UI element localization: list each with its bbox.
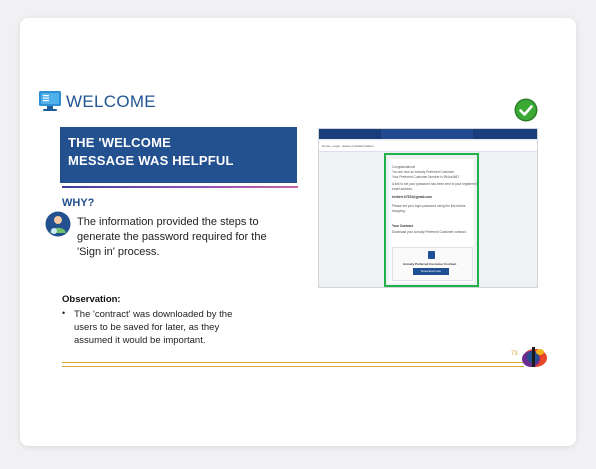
checkmark-circle-icon	[514, 98, 538, 122]
why-line: The information provided the steps to	[77, 216, 259, 228]
observation-line: The 'contract' was downloaded by the	[74, 309, 233, 320]
breadcrumb: Home › Login › Reset of default Values	[322, 144, 374, 148]
bullet-icon: •	[62, 308, 66, 318]
why-heading: WHY?	[62, 197, 95, 209]
download-button[interactable]: Download now	[413, 268, 449, 275]
footer-line	[62, 362, 524, 363]
info-text: email address.	[392, 187, 413, 191]
site-header-accent	[381, 129, 473, 139]
info-text: shopping.	[392, 209, 406, 213]
info-text: Download your Annuity Preferred Customer contract.	[392, 230, 467, 234]
highlight-frame	[384, 153, 479, 287]
monitor-icon	[38, 90, 62, 112]
contract-heading: Your Contract	[392, 224, 414, 228]
download-filename: Annuity Preferred Customer Contract	[403, 262, 457, 266]
info-text: Please set your login password using the link before	[392, 204, 466, 208]
page-number: 73	[511, 351, 518, 357]
divider	[62, 186, 298, 188]
info-text: A link to set your password has been sent to your registered	[392, 182, 477, 186]
person-icon	[45, 211, 71, 237]
observation-heading: Observation:	[62, 294, 121, 305]
observation-line: assumed it would be important.	[74, 335, 206, 346]
banner-line-2: MESSAGE WAS HELPFUL	[68, 153, 234, 168]
congrats-text: Congratulations!	[392, 165, 416, 169]
website-screenshot	[318, 128, 538, 288]
info-text: Your Preferred Customer Number is 994xx4667.	[392, 175, 461, 179]
info-text: You are now an Annuity Preferred Customer.	[392, 170, 455, 174]
section-title: WELCOME	[66, 92, 156, 111]
title-banner	[60, 127, 297, 183]
observation-line: users to be saved for later, as they	[74, 322, 220, 333]
why-line: generate the password required for the	[77, 231, 267, 243]
brand-logo-icon	[520, 344, 548, 370]
observation-text	[74, 308, 294, 347]
footer-line	[62, 366, 524, 367]
banner-line-1: THE 'WELCOME	[68, 135, 171, 150]
why-text	[77, 215, 292, 260]
why-line: 'Sign in' process.	[77, 246, 160, 258]
email-text: herbert.h7513@gmail.com	[392, 195, 432, 199]
